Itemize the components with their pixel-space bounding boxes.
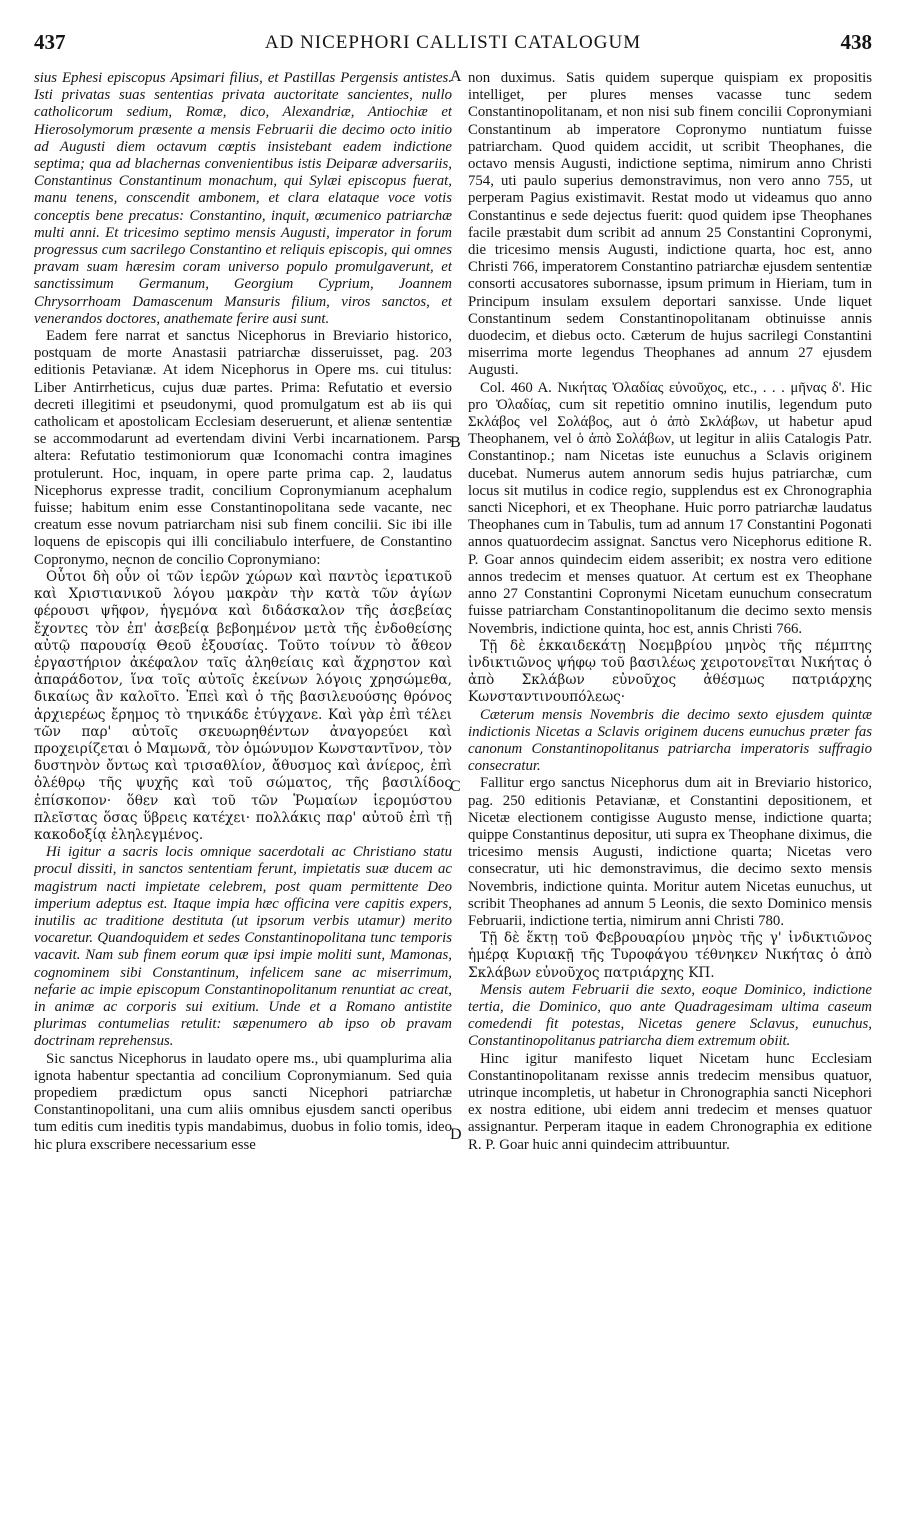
left-text-column [34,70,452,1500]
paragraph: non duximus. Satis quidem superque quispiam ex propositis intelliget, per plures menses vacasse tunc sedem Constantinopolitanam, et non nisi sub finem concilii Copronymiani Constantinum ab imperatore Copronymo nuntiatum fuisse patriarcham. Quod quidem accidit, ut scribit Theophanes, die octavo mensis Augusti, indictione septima, nimirum anno Christi 754, uti paulo superius demonstravimus, non vero anno 755, ut perperam Pagius existimavit. Restat modo ut videamus quo anno Constantinus e sede dejectus fuerit: quod quidem ipse Theophanes facile præstabit dum scribit ad annum 25 Constantini Copronymi, die tricesimo mensis Augusti, indictione quarta, hoc est, anno Christi 766, imperatorem Constantino patriarchæ ejusdem sententiæ consorti accusatores subornasse, ipsum primum in Hieriam, tum in Principum insulam exsulem deportari sanxisse. Unde liquet Constantinum sedem Constantinopolitanam obtinuisse annis duodecim, et diebus octo. Cæterum de hujus sacrilegi Constantini miserrima morte legendus Theophanes ad annum 27 ejusdem Augusti. [468,70,872,379]
section-marker-a: A [450,68,462,85]
greek-quotation: Τῇ δὲ ἕκτῃ τοῦ Φεβρουαρίου μηνὸς τῆς γ' ἰνδικτιῶνος ἡμέρᾳ Κυριακῇ τῆς Τυροφάγου τέθνηκεν Νικήτας ὁ ἀπὸ Σκλάβων εὐνοῦχος πατριάρχης ΚΠ. [468,930,872,981]
section-marker-c: C [450,778,461,795]
paragraph: Col. 460 A. Νικήτας Ὀλαδίας εὐνοῦχος, etc., . . . μῆνας δ'. Hic pro Ὀλαδίας, cum sit repetitio omnino inutilis, legendum puto Σκλάβος vel Σολάβος, aut ὁ ἀπὸ Σκλάβων, ut habetur apud Theophanem, vel ὁ ἀπὸ Σολάβων, ut legitur in aliis Catalogis Patr. Constantinop.; nam Nicetas iste eunuchus a Sclavis originem ducebat. Numerus autem annorum sedis hujus patriarchæ, cum locus sit mutilus in codice regio, supplendus est ex Chronographia sancti Nicephori, et ex Theophane. Huic porro patriarchæ laudatus Theophanes cum in Tabulis, tum ad annum 17 Constantini Pogonati annos quatuordecim assignat. Sanctus vero Nicephorus editione R. P. Goar annos quindecim eidem asseribit; ex nostra vero editione annos tredecim et menses quatuor. At certum est ex Theophane anno 27 Constantini Copronymi Nicetam eunuchum consecratum fuisse patriarcham Constantinopolitanum die decimo sexto mensis Novembris, indictione quinta, hoc est, annis Christi 766. [468,379,872,637]
right-text-column [468,70,872,1500]
latin-translation: Hi igitur a sacris locis omnique sacerdotali ac Christiano statu procul dissiti, in sanctos sententiam ferunt, impietatis suæ ducem ac magistrum nacti impietate celebrem, post quam permittente Deo imperium adeptus est. Itaque impia hæc officina vere capitis expers, inutilis ac traditione destituta (ut ipsorum verbis utamur) merito vocaretur. Quandoquidem et sedes Constantinopolitana tunc temporis vacavit. Nam sub finem eorum quæ ipsi impie moliti sunt, Mamonas, cognominem sibi Constantinum, infelicem sane ac miserrimum, nefarie ac impie episcopum Constantinopolitanum renuntiat ac creat, in animæ ac corporis sui exitium. Unde et a Romano antistite plurimas contumelias retulit: sæpenumero ab ipso ob pravam doctrinam reprehensus. [34,844,452,1050]
section-marker-d: D [450,1126,462,1143]
paragraph: Hinc igitur manifesto liquet Nicetam hunc Ecclesiam Constantinopolitanam rexisse annis tredecim mensibus quatuor, utrinque incompletis, ut habetur in Chronographia sancti Nicephori ex nostra editione, ubi eidem anni tredecim et menses quatuor assignantur. Perperam itaque in eadem Chronographia ex editione R. P. Goar huic anni quindecim attribuuntur. [468,1050,872,1153]
section-marker-b: B [450,434,461,451]
greek-quotation: Τῇ δὲ ἑκκαιδεκάτῃ Νοεμβρίου μηνὸς τῆς πέμπτης ἰνδικτιῶνος ψήφῳ τοῦ βασιλέως χειροτονεῖται Νικήτας ὁ ἀπὸ Σκλάβων εὐνοῦχος ἀθέσμως πατριάρχης Κωνσταντινουπόλεως· [468,637,872,706]
latin-translation: Mensis autem Februarii die sexto, eoque Dominico, indictione tertia, die Dominico, quo ante Quadragesimam ultima caseum comedendi fit potestas, Nicetas genere Sclavus, eunuchus, Constantinopolitanus patriarcha diem extremum obiit. [468,981,872,1050]
paragraph: Eadem fere narrat et sanctus Nicephorus in Breviario historico, postquam de morte Anastasii patriarchæ disseruisset, pag. 203 editionis Petavianæ. At idem Nicephorus in Opere ms. cui titulus: Liber Antirrheticus, cujus duæ partes. Prima: Refutatio et eversio decreti illegitimi et pseudonymi, quod promulgatum est ab iis qui catholicam et apostolicam Ecclesiam deseruerunt, et alienæ sententiæ se accommodarunt ad evertendam divini Verbi incarnationem. Pars altera: Refutatio testimoniorum quæ Iconomachi contra imagines protulerunt. Hoc, inquam, in opere parte prima cap. 2, laudatus Nicephorus expresse tradit, concilium Copronymianum acephalum fuisse; habitum enim esse Constantinopolitana sede vacante, nec creatum esse novum patriarcham nisi sub finem concilii. Sic ibi ille loquens de episcopis qui illi conciliabulo interfuere, de Constantino Copronymo, necnon de concilio Copronymiano: [34,328,452,568]
left-page-number: 437 [34,30,66,54]
running-title: AD NICEPHORI CALLISTI CATALOGUM [264,32,642,53]
right-page-number: 438 [840,30,872,54]
paragraph: Fallitur ergo sanctus Nicephorus dum ait in Breviario historico, pag. 250 editionis Petavianæ, et Constantini depositionem, et Nicetæ electionem contigisse Augusto mense, indictione quarta; quippe Constantinus depositur, uti supra ex Theophane diximus, die tricesimo mensis Augusti, indictione quarta; Nicetas vero consecratur, uti hic demonstravimus, die decimo sexto mensis Novembris, indictione quinta. Moritur autem Nicetas eunuchus, ut scribit Theophanes ad annum 5 Leonis, die sexto Dominico mensis Februarii, indictione tertia, nimirum anni Christi 780. [468,775,872,929]
running-header [34,30,872,56]
paragraph: Sic sanctus Nicephorus in laudato opere ms., ubi quamplurima alia ignota habentur spectantia ad concilium Copronymianum. Sed quia propediem prædictum opus sancti Nicephori patriarchæ Constantinopolitani, una cum aliis omnibus ejusdem sancti operibus tum editis cum ineditis typis mandabimus, duobus in folio tomis, ideo hic plura exscribere necessarium esse [34,1050,452,1153]
paragraph: sius Ephesi episcopus Apsimari filius, et Pastillas Pergensis antistes. Isti privatas suas sententias privata auctoritate sancientes, nullo catholicorum sedium, Romæ, dico, Alexandriæ, Antiochiæ et Hierosolymorum præsente a mensis Februarii die decimo octo initio ad Augusti diem octavum cœptis insistebant eadem indictione septima; qua ad blachernas convenientibus istis Deiparæ adversariis, Constantinus Constantinum monachum, qui Sylæi episcopus fuerat, manu tenens, conscendit ambonem, et clara elataque voce votis conceptis bene precatus: Constantino, inquit, œcumenico patriarchæ multi anni. Et tricesimo septimo mensis Augusti, imperator in forum progressus cum sacrilego Constantino et reliquis episcopis, qui omnes pravam suam hæresim coram universo populo promulgaverunt, et sanctissimum Germanum, Georgium Cyprium, Joannem Chrysorrhoam Damascenum Mansuris filium, viros sanctos, et venerandos doctores, anathemate ferire ausi sunt. [34,70,452,327]
latin-translation: Cæterum mensis Novembris die decimo sexto ejusdem quintæ indictionis Nicetas a Sclavis originem ducens eunuchus præter fas canonum Constantinopolitanus patriarcha imperatoris suffragio consecratur. [468,706,872,775]
greek-quotation: Οὗτοι δὴ οὖν οἱ τῶν ἱερῶν χώρων καὶ παντὸς ἱερατικοῦ καὶ Χριστιανικοῦ λόγου μακρὰν τὴν κατὰ τῶν ἁγίων φέρουσι ψῆφον, ἡγεμόνα καὶ διδάσκαλον τῆς ἀσεβείας ἔχοντες τὸν ἐπ' ἀσεβείᾳ βεβοημένον μετὰ τῆς ἐνδοθείσης αὐτῷ παρουσίᾳ Θεοῦ ἐξουσίας. Τοῦτο τοίνυν τὸ ἄθεον ἐργαστήριον ἀκέφαλον ταῖς ἀληθείαις καὶ ἄχρηστον καὶ ἀπαράδοτον, ἵνα τοῖς αὐτοῖς ἐκείνων λόγοις χρησώμεθα, δικαίως ἂν καλοῖτο. Ἐπεὶ καὶ ὁ τῆς βασιλευούσης θρόνος ἀρχιερέως ἔρημος τὸ τηνικάδε ἐτύγχανε. Καὶ γὰρ ἐπὶ τέλει τῶν παρ' αὐτοῖς σκευωρηθέντων ἀναγορεύει καὶ προχειρίζεται ὁ Μαμωνᾶ, τὸν ὁμώνυμον Κωνσταντῖνον, τὸν δυστηνὸν ὄντως καὶ τρισαθλίον, ἄθυσμος καὶ ἀνίερος, ἐπὶ ὀλέθρῳ τῆς ψυχῆς καὶ τοῦ σώματος, τῆς βασιλίδος ἐπίσκοπον· ὅθεν καὶ τοῦ τῶν Ῥωμαίων ἱερομύστου πλεῖστας ὅσας ὕβρεις κατέχει· πολλάκις παρ' αὐτοῦ ἐπὶ τῇ κακοδοξίᾳ ἐληλεγμένος. [34,568,452,843]
